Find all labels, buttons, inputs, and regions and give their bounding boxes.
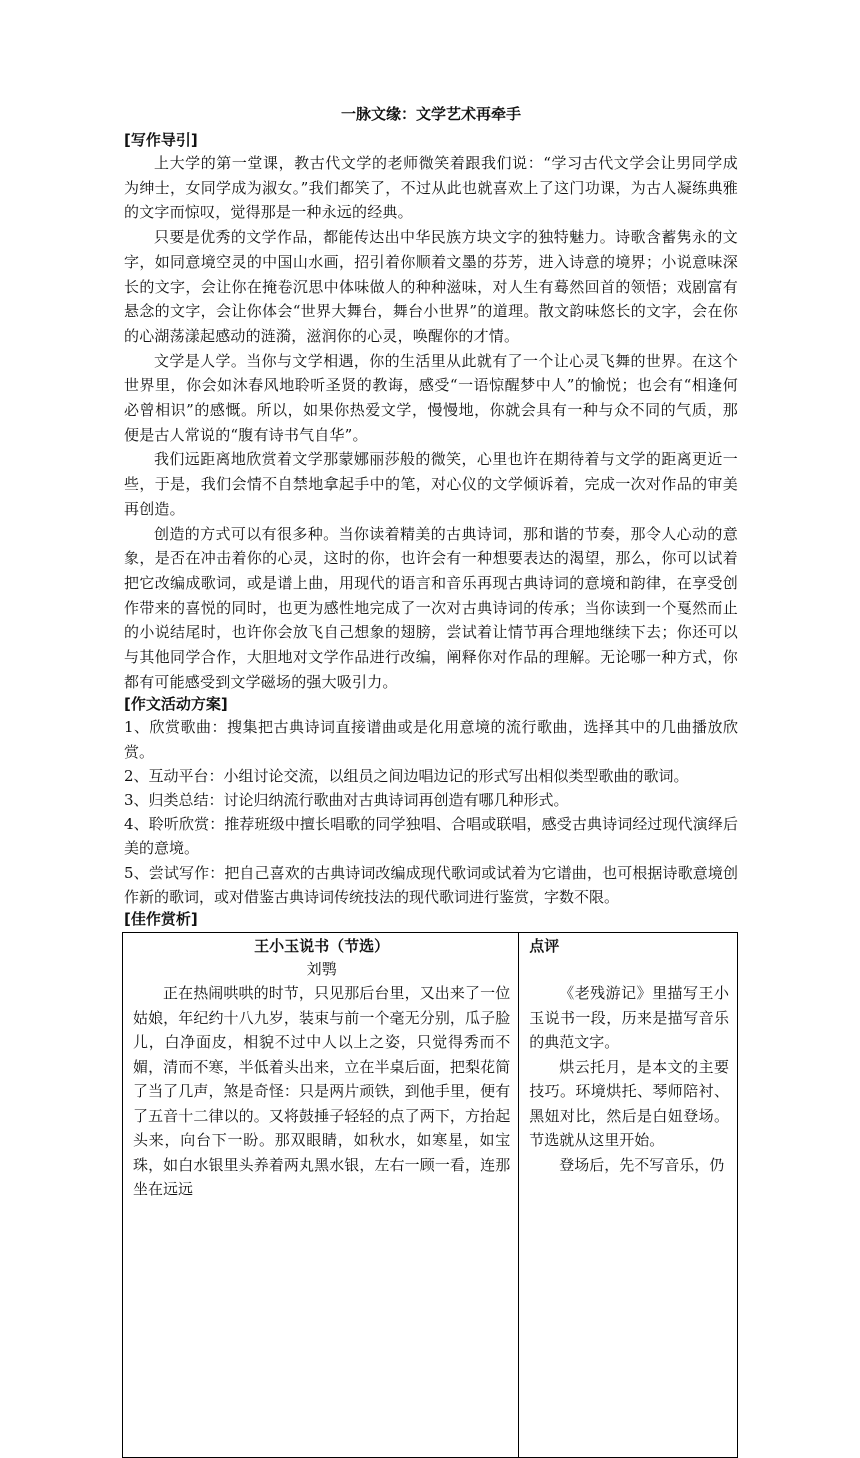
excerpt-title: 王小玉说书（节选） (254, 937, 390, 956)
excerpt-text: 正在热闹哄哄的时节，只见那后台里，又出来了一位姑娘，年纪约十八九岁，装束与前一个毫无分别，瓜子脸儿，白净面皮，相貌不过中人以上之姿，只觉得秀而不媚，清而不寒，半低着头出来，立在半桌后面，把梨花简了当了几声，煞是奇怪：只是两片顽铁，到他手里，便有了五音十二律以的。又将鼓捶子轻轻的点了两下，方抬起头来，向台下一盼。那双眼睛，如秋水，如寒星，如宝珠，如白水银里头养着两丸黑水银，左右一顾一看，连那坐在远远 (133, 984, 511, 1199)
activity-item: 3、归类总结：讨论归纳流行歌曲对古典诗词再创造有哪几种形式。 (124, 791, 569, 810)
appreciation-table (122, 932, 738, 1458)
comment-spacer (529, 958, 729, 981)
comment-cell (519, 933, 738, 1458)
guide-paragraph: 文学是人学。当你与文学相遇，你的生活里从此就有了一个让心灵飞舞的世界。在这个世界里，你会如沐春风地聆听圣贤的教诲，感受“一语惊醒梦中人”的愉悦；也会有“相逢何必曾相识”的感慨。所以，如果你热爱文学，慢慢地，你就会具有一种与众不同的气质，那便是古人常说的“腹有诗书气自华”。 (124, 351, 738, 444)
comment-paragraph: 登场后，先不写音乐，仍 (559, 1155, 725, 1174)
guide-paragraph: 上大学的第一堂课，教古代文学的老师微笑着跟我们说：“学习古代文学会让男同学成为绅士，女同学成为淑女。”我们都笑了，不过从此也就喜欢上了这门功课，为古人凝练典雅的文字而惊叹，觉得那是一种永远的经典。 (124, 154, 738, 222)
activity-item: 1、欣赏歌曲：搜集把古典诗词直接谱曲或是化用意境的流行歌曲，选择其中的几曲播放欣赏。 (124, 718, 738, 761)
document-title: 一脉文缘：文学艺术再牵手 (340, 105, 521, 123)
appreciation-heading: [佳作赏析] (124, 910, 198, 929)
guide-paragraph: 只要是优秀的文学作品，都能传达出中华民族方块文字的独特魅力。诗歌含蓄隽永的文字，如同意境空灵的中国山水画，招引着你顺着文墨的芬芳，进入诗意的境界；小说意味深长的文字，会让你在掩卷沉思中体味做人的种种滋味，对人生有蓦然回首的领悟；戏剧富有悬念的文字，会让你体会“世界大舞台，舞台小世界”的道理。散文韵味悠长的文字，会在你的心湖荡漾起感动的涟漪，滋润你的心灵，唤醒你的才情。 (124, 228, 738, 345)
guide-paragraph: 我们远距离地欣赏着文学那蒙娜丽莎般的微笑，心里也许在期待着与文学的距离更近一些，于是，我们会情不自禁地拿起手中的笔，对心仪的文学倾诉着，完成一次对作品的审美再创造。 (124, 450, 738, 518)
document-page (124, 104, 738, 1458)
guide-paragraph: 创造的方式可以有很多种。当你读着精美的古典诗词，那和谐的节奏，那令人心动的意象，是否在冲击着你的心灵，这时的你，也许会有一种想要表达的渴望，那么，你可以试着把它改编成歌词，或是谱上曲，用现代的语言和音乐再现古典诗词的意境和韵律，在享受创作带来的喜悦的同时，也更为感性地完成了一次对古典诗词的传承；当你读到一个戛然而止的小说结尾时，也许你会放飞自己想象的翅膀，尝试着让情节再合理地继续下去；你还可以与其他同学合作，大胆地对文学作品进行改编，阐释你对作品的理解。无论哪一种方式，你都有可能感受到文学磁场的强大吸引力。 (124, 524, 738, 691)
activity-item: 5、尝试写作：把自己喜欢的古典诗词改编成现代歌词或试着为它谱曲，也可根据诗歌意境创作新的歌词，或对借鉴古典诗词传统技法的现代歌词进行鉴赏，字数不限。 (124, 863, 738, 906)
activity-item: 4、聆听欣赏：推荐班级中擅长唱歌的同学独唱、合唱或联唱，感受古典诗词经过现代演绎后美的意境。 (124, 815, 738, 858)
guide-heading: [写作导引] (124, 131, 198, 149)
comment-heading: 点评 (529, 937, 560, 956)
comment-paragraph: 《老残游记》里描写王小玉说书一段，历来是描写音乐的典范文字。 (529, 984, 729, 1052)
excerpt-cell (123, 933, 519, 1458)
comment-paragraph: 烘云托月，是本文的主要技巧。环境烘托、琴师陪衬、黑妞对比，然后是白妞登场。节选就从这里开始。 (529, 1057, 729, 1150)
activity-heading: [作文活动方案] (124, 695, 228, 714)
table-row (123, 933, 738, 1458)
activity-item: 2、互动平台：小组讨论交流，以组员之间边唱边记的形式写出相似类型歌曲的歌词。 (124, 766, 689, 785)
excerpt-author: 刘鹗 (306, 960, 337, 979)
